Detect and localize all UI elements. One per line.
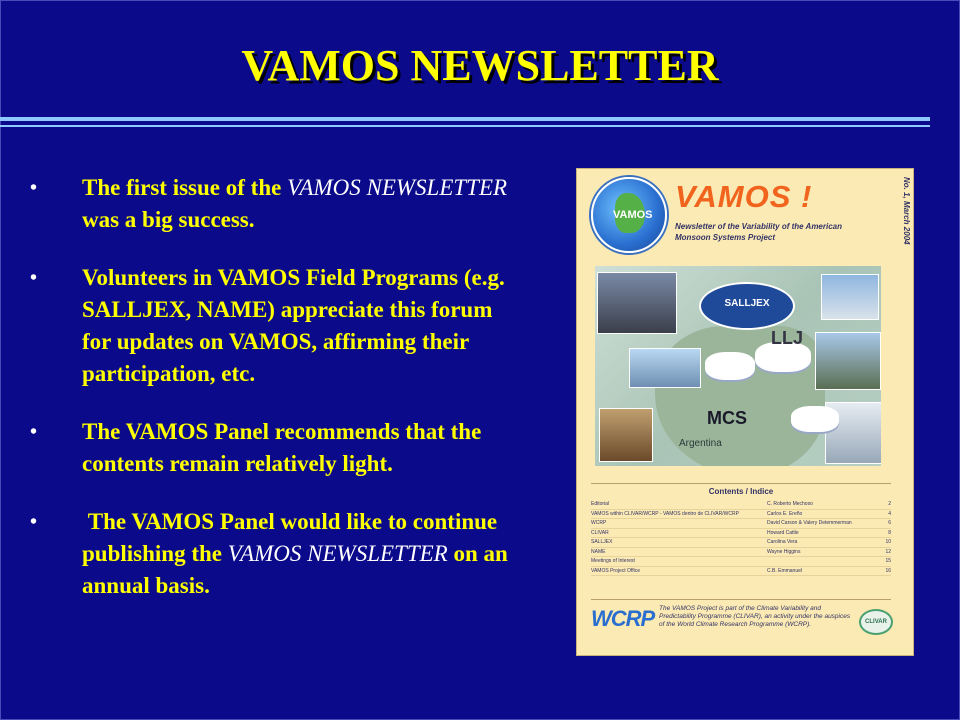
bullet-list [30, 172, 530, 602]
bullet-text: The first issue of the [82, 175, 288, 200]
newsletter-cover-image [576, 168, 914, 656]
salljex-badge: SALLJEX [699, 282, 795, 330]
toc-row: SALLJEX Carolina Vera 10 [591, 538, 891, 548]
slide-title: VAMOS NEWSLETTER [241, 41, 719, 90]
vamos-globe-logo [591, 177, 667, 253]
cover-footer-text: The VAMOS Project is part of the Climate Variability and Predictability Programme (CLIVAR), an activity under the auspices of the World Climate Research Programme (WCRP). [659, 605, 851, 628]
map-label-mcs: MCS [707, 408, 747, 428]
wcrp-logo: WCRP [591, 606, 655, 631]
bullet-dot: • [30, 511, 38, 533]
title-divider [0, 117, 930, 121]
toc-row: Meetings of Interest 15 [591, 557, 891, 567]
toc-row: VAMOS within CLIVAR/WCRP - VAMOS dentro de CLIVAR/WCRP Carlos E. Ereño 4 [591, 510, 891, 520]
bullet-text: Volunteers in VAMOS Field Programs (e.g. SALLJEX, NAME) appreciate this forum for updates on VAMOS, affirming their participation, etc. [82, 265, 505, 386]
field-photo [597, 272, 677, 334]
contents-heading: Contents / Indice [708, 487, 774, 496]
toc-row: WCRP David Carson & Valery Detemmerman 6 [591, 519, 891, 529]
bullet-dot: • [30, 177, 38, 199]
map-label-argentina: Argentina [679, 438, 722, 449]
cover-footer-divider [591, 599, 891, 600]
field-photo [599, 408, 653, 462]
cover-map-collage [595, 266, 881, 466]
bullet-italic: VAMOS NEWSLETTER [287, 175, 508, 200]
toc-row: Editorial C. Roberto Mechoso 2 [591, 500, 891, 510]
toc-row: CLIVAR Howard Cattle 8 [591, 529, 891, 539]
title-divider-thin [0, 125, 930, 127]
bullet-text: was a big success. [82, 207, 255, 232]
cloud-icon [791, 406, 839, 432]
clivar-logo: CLIVAR [859, 609, 893, 635]
contents-table [591, 483, 891, 576]
toc-row: NAME Wayne Higgins 12 [591, 548, 891, 558]
bullet-text: The VAMOS Panel recommends that the contents remain relatively light. [82, 419, 482, 476]
aircraft-photo [629, 348, 701, 388]
toc-row: VAMOS Project Office C.B. Emmanuel 16 [591, 567, 891, 577]
field-photo [821, 274, 879, 320]
bullet-dot: • [30, 421, 38, 443]
cover-title: VAMOS ! [675, 179, 813, 214]
bullet-item [30, 262, 530, 390]
cover-subtitle: Newsletter of the Variability of the American Monsoon Systems Project [675, 222, 843, 242]
bullet-italic: VAMOS NEWSLETTER [227, 541, 448, 566]
bullet-dot: • [30, 267, 38, 289]
issue-label: No. 1, March 2004 [902, 177, 911, 245]
bullet-item [30, 416, 530, 480]
bullet-text: on an annual basis. [82, 541, 514, 598]
map-label-llj: LLJ [771, 328, 804, 348]
globe-logo-text: VAMOS [613, 209, 653, 221]
bullet-item [30, 172, 530, 236]
bullet-text: The VAMOS Panel would like to continue publishing the [82, 509, 503, 566]
cloud-icon [705, 352, 755, 380]
bullet-item [30, 506, 530, 602]
field-photo [815, 332, 881, 390]
